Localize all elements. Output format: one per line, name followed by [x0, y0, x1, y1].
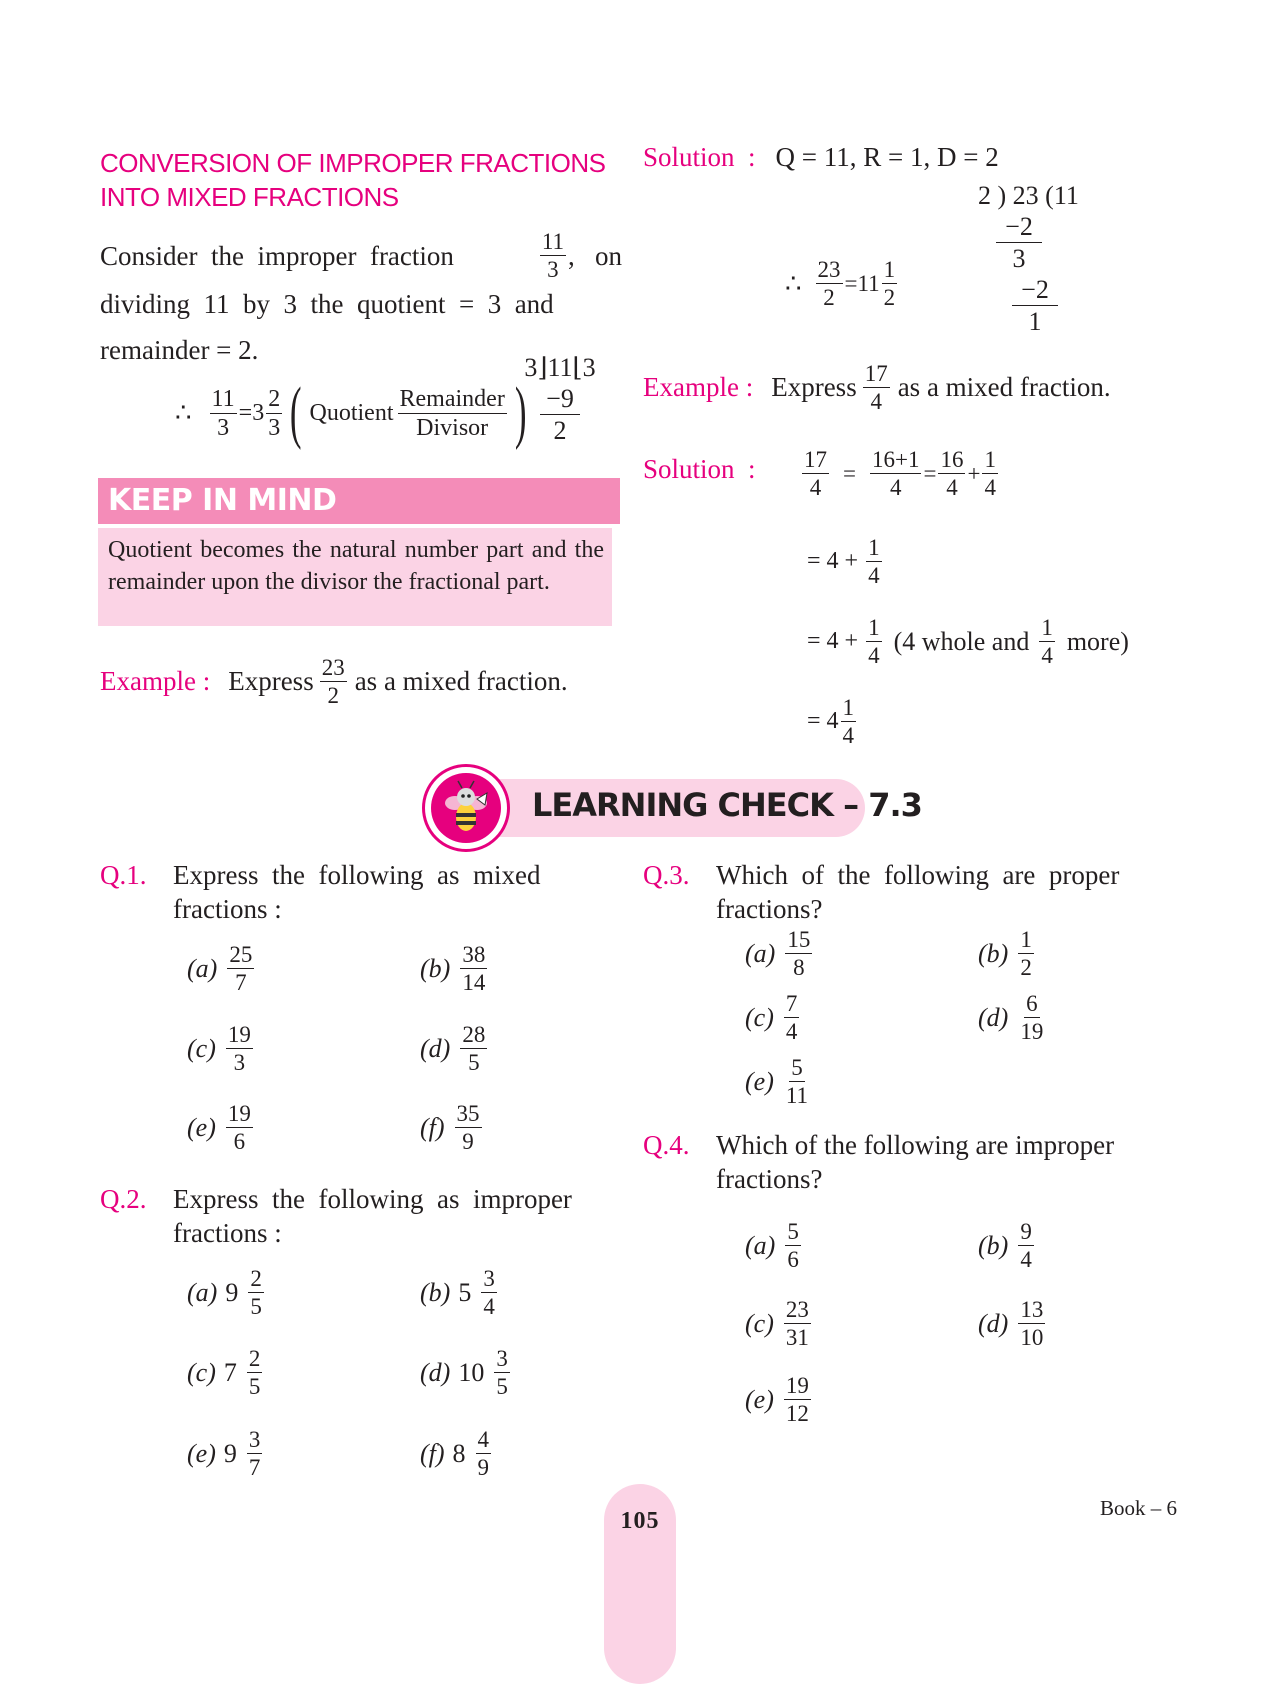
q2-option-e: (e) 9 $\frac{3}{7}$: [187, 1427, 261, 1480]
section-heading: [100, 146, 606, 214]
q2-option-b: (b) 5 $\frac{3}{4}$: [420, 1266, 495, 1319]
q4-option-a: (a) $\frac{5}{6}$: [745, 1219, 799, 1272]
q3-option-b: (b) $\frac{1}{2}$: [978, 927, 1032, 980]
q1-option-d: (d) $\frac{28}{5}$: [420, 1022, 486, 1075]
example-1: Example : Express $\frac{23}{2}$ as a mixed fraction.: [100, 655, 568, 708]
section-heading-line1: CONVERSION OF IMPROPER FRACTIONS: [100, 148, 606, 178]
section-heading-line2: INTO MIXED FRACTIONS: [100, 182, 399, 212]
q1-option-f: (f) $\frac{35}{9}$: [420, 1101, 480, 1154]
q2-option-d: (d) 10 $\frac{3}{5}$: [420, 1346, 508, 1399]
solution-2-line2: = 4 + $\frac{1}{4}$: [807, 535, 880, 588]
long-division-11-by-3: 3⌋11⌊3 −9 2: [524, 353, 596, 445]
q1-option-a: (a) $\frac{25}{7}$: [187, 942, 253, 995]
intro-line1a: Consider the improper fraction: [100, 240, 454, 271]
q1-option-e: (e) $\frac{19}{6}$: [187, 1101, 251, 1154]
solution-1-header: Solution : Q = 11, R = 1, D = 2: [643, 142, 999, 172]
example-2: Example : Express $\frac{17}{4}$ as a mixed fraction.: [643, 361, 1111, 414]
long-division-23-by-2: 2 ) 23 (11 −2 3 −2 1: [978, 181, 1079, 336]
solution-2-line1: $\frac{17}{4}$ = $\frac{16+1}{4}$ = $\frac{16}{4}$ + $\frac{1}{4}$: [804, 447, 996, 500]
solution-2-line4: = 4 $\frac{1}{4}$: [807, 695, 855, 748]
solution-2-label: Solution :: [643, 454, 756, 484]
intro-line2: dividing 11 by 3 the quotient = 3 and: [100, 289, 554, 319]
q2-option-f: (f) 8 $\frac{4}{9}$: [420, 1427, 490, 1480]
question-4: Q.4. Which of the following are improper fractions?: [643, 1130, 1115, 1194]
solution-2-line3: = 4 + $\frac{1}{4}$ (4 whole and $\frac{1}{4}$ more): [807, 615, 1129, 668]
keep-in-mind-header: KEEP IN MIND: [98, 478, 620, 524]
intro-line3: remainder = 2.: [100, 335, 259, 365]
bee-mascot-icon: [431, 773, 501, 843]
page-number: 105: [620, 1508, 660, 1534]
q3-option-c: (c) $\frac{7}{4}$: [745, 991, 798, 1044]
q1-option-c: (c) $\frac{19}{3}$: [187, 1022, 251, 1075]
q2-option-c: (c) 7 $\frac{2}{5}$: [187, 1346, 261, 1399]
q2-option-a: (a) 9 $\frac{2}{5}$: [187, 1266, 262, 1319]
q3-option-a: (a) $\frac{15}{8}$: [745, 927, 811, 980]
q4-option-e: (e) $\frac{19}{12}$: [745, 1373, 809, 1426]
question-2: Q.2. Express the following as improper fractions :: [100, 1184, 572, 1248]
q3-option-d: (d) $\frac{6}{19}$: [978, 991, 1044, 1044]
equation-23-2: ∴ $\frac{23}{2}$ =11 $\frac{1}{2}$: [785, 257, 896, 310]
question-1: Q.1. Express the following as mixed fractions :: [100, 860, 541, 924]
question-3: Q.3. Which of the following are proper fractions?: [643, 860, 1120, 924]
keep-in-mind-body: Quotient becomes the natural number part and the remainder upon the divisor the fractional part.: [98, 528, 612, 626]
q4-option-d: (d) $\frac{13}{10}$: [978, 1297, 1044, 1350]
q4-option-b: (b) $\frac{9}{4}$: [978, 1219, 1032, 1272]
book-label: Book – 6: [1100, 1496, 1178, 1520]
therefore-symbol: ∴: [175, 398, 192, 427]
q1-option-b: (b) $\frac{38}{14}$: [420, 942, 486, 995]
learning-check-title: LEARNING CHECK – 7.3: [532, 786, 922, 824]
intro-line1b: , on: [568, 240, 622, 271]
equation-11-3: ∴ $\frac{11}{3}$ =3 $\frac{2}{3}$ ( Quotient $\frac{\text{Remainder}}{\text{Divisor}}$ ): [175, 374, 527, 451]
q4-option-c: (c) $\frac{23}{31}$: [745, 1297, 809, 1350]
q3-option-e: (e) $\frac{5}{11}$: [745, 1055, 809, 1108]
fraction-11-3: $\frac{11}{3}$: [541, 229, 564, 282]
learning-check-badge: [422, 764, 510, 852]
